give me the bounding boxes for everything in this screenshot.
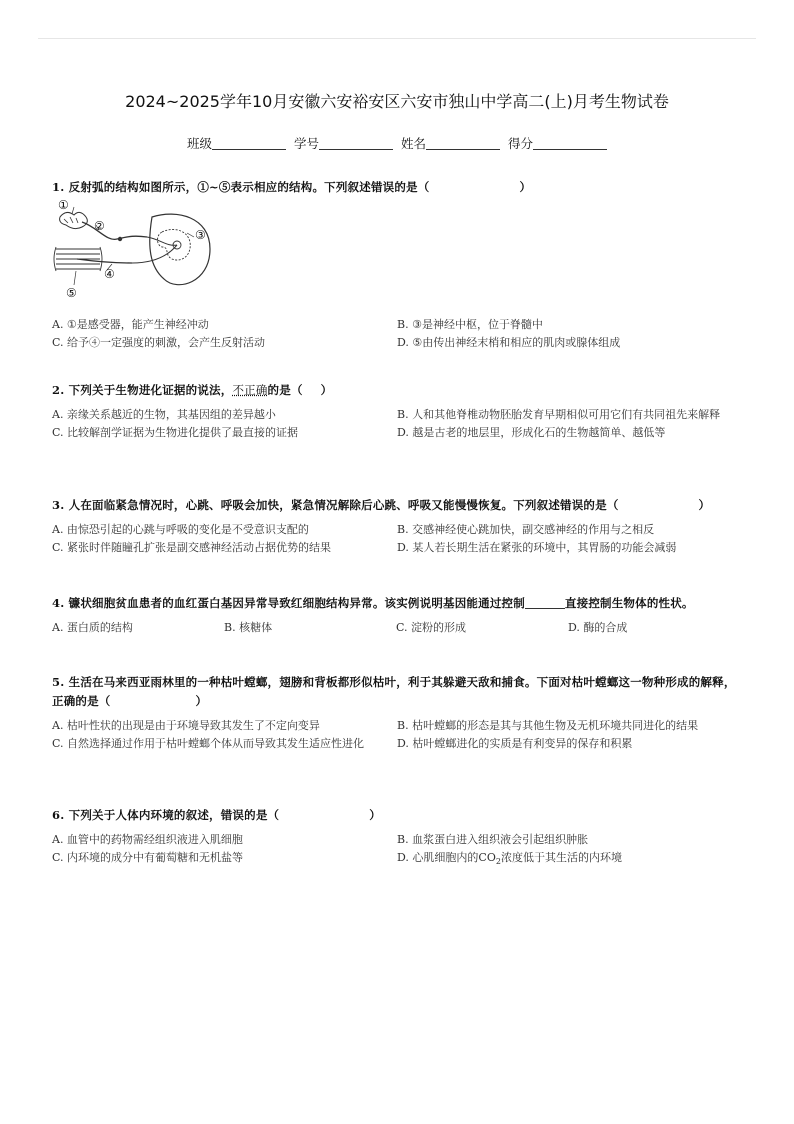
label-2: ②: [94, 219, 105, 233]
question-stem: 6. 下列关于人体内环境的叙述，错误的是（ ）: [52, 808, 381, 822]
option-b[interactable]: B. 核糖体: [224, 621, 273, 634]
option-d[interactable]: D. 心肌细胞内的$CO_2$浓度低于其生活的内环境: [397, 851, 622, 867]
question-stem: 1. 反射弧的结构如图所示，①~⑤表示相应的结构。下列叙述错误的是（ ）: [52, 180, 532, 194]
option-d[interactable]: D. 枯叶螳螂进化的实质是有利变异的保存和积累: [397, 737, 633, 750]
option-d[interactable]: D. 酶的合成: [568, 621, 628, 634]
option-a[interactable]: A. 血管中的药物需经组织液进入肌细胞: [52, 833, 243, 846]
option-c[interactable]: C. 自然选择通过作用于枯叶螳螂个体从而导致其发生适应性进化: [52, 737, 365, 750]
option-c[interactable]: C. 紧张时伴随瞳孔扩张是副交感神经活动占据优势的结果: [52, 541, 332, 554]
question-2: [52, 381, 742, 442]
question-stem: 3. 人在面临紧急情况时，心跳、呼吸会加快，紧急情况解除后心跳、呼吸又能慢慢恢复。下列叙述错误的是（ ）: [52, 498, 711, 512]
question-3: [52, 496, 742, 557]
label-3: ③: [195, 228, 206, 242]
question-5: [52, 673, 742, 753]
option-a[interactable]: A. 由惊恐引起的心跳与呼吸的变化是不受意识支配的: [52, 523, 309, 536]
label-5: ⑤: [66, 286, 77, 300]
name-field[interactable]: 姓名: [401, 134, 500, 152]
question-1: [52, 178, 742, 197]
option-c[interactable]: C. 比较解剖学证据为生物进化提供了最直接的证据: [52, 426, 299, 439]
exam-title: 2024~2025学年10月安徽六安裕安区六安市独山中学高二(上)月考生物试卷: [125, 92, 669, 111]
option-d[interactable]: D. 某人若长期生活在紧张的环境中，其胃肠的功能会减弱: [397, 541, 677, 554]
question-stem: 5. 生活在马来西亚雨林里的一种枯叶螳螂，翅膀和背板都形似枯叶，利于其躲避天敌和捕食。下面对枯叶螳螂这一物种形成的解释，正确的是（ ）: [52, 675, 736, 708]
option-b[interactable]: B. 人和其他脊椎动物胚胎发育早期相似可用它们有共同祖先来解释: [397, 408, 721, 421]
question-stem: 2. 下列关于生物进化证据的说法，不正确的是（ ）: [52, 383, 333, 397]
option-a[interactable]: A. 亲缘关系越近的生物，其基因组的差异越小: [52, 408, 276, 421]
question-6: [52, 806, 742, 871]
score-field[interactable]: 得分: [508, 134, 607, 152]
option-c[interactable]: C. 内环境的成分中有葡萄糖和无机盐等: [52, 851, 244, 864]
number-field[interactable]: 学号: [294, 134, 393, 152]
reflex-arc-diagram: [52, 197, 222, 302]
option-b[interactable]: B. 血浆蛋白进入组织液会引起组织肿胀: [397, 833, 589, 846]
emphasis-text: 不正确: [232, 383, 268, 397]
option-d[interactable]: D. 越是古老的地层里，形成化石的生物越简单、越低等: [397, 426, 666, 439]
option-d[interactable]: D. ⑤由传出神经末梢和相应的肌肉或腺体组成: [397, 336, 621, 349]
question-stem: 4. 镰状细胞贫血患者的血红蛋白基因异常导致红细胞结构异常。该实例说明基因能通过控制 直接控制生物体的性状。: [52, 596, 694, 610]
question-4: [52, 594, 742, 637]
label-4: ④: [104, 267, 115, 281]
option-c[interactable]: C. 给予④一定强度的刺激，会产生反射活动: [52, 336, 266, 349]
class-field[interactable]: 班级: [187, 134, 286, 152]
option-b[interactable]: B. ③是神经中枢，位于脊髓中: [397, 318, 543, 331]
option-a[interactable]: A. 蛋白质的结构: [52, 621, 133, 634]
option-a[interactable]: A. ①是感受器，能产生神经冲动: [52, 318, 209, 331]
option-b[interactable]: B. 交感神经使心跳加快，副交感神经的作用与之相反: [397, 523, 655, 536]
header-divider: [38, 38, 756, 39]
question-1-options: [52, 310, 742, 352]
option-a[interactable]: A. 枯叶性状的出现是由于环境导致其发生了不定向变异: [52, 719, 320, 732]
label-1: ①: [58, 198, 69, 212]
student-info-line: [0, 134, 794, 152]
option-b[interactable]: B. 枯叶螳螂的形态是其与其他生物及无机环境共同进化的结果: [397, 719, 699, 732]
option-c[interactable]: C. 淀粉的形成: [396, 621, 467, 634]
